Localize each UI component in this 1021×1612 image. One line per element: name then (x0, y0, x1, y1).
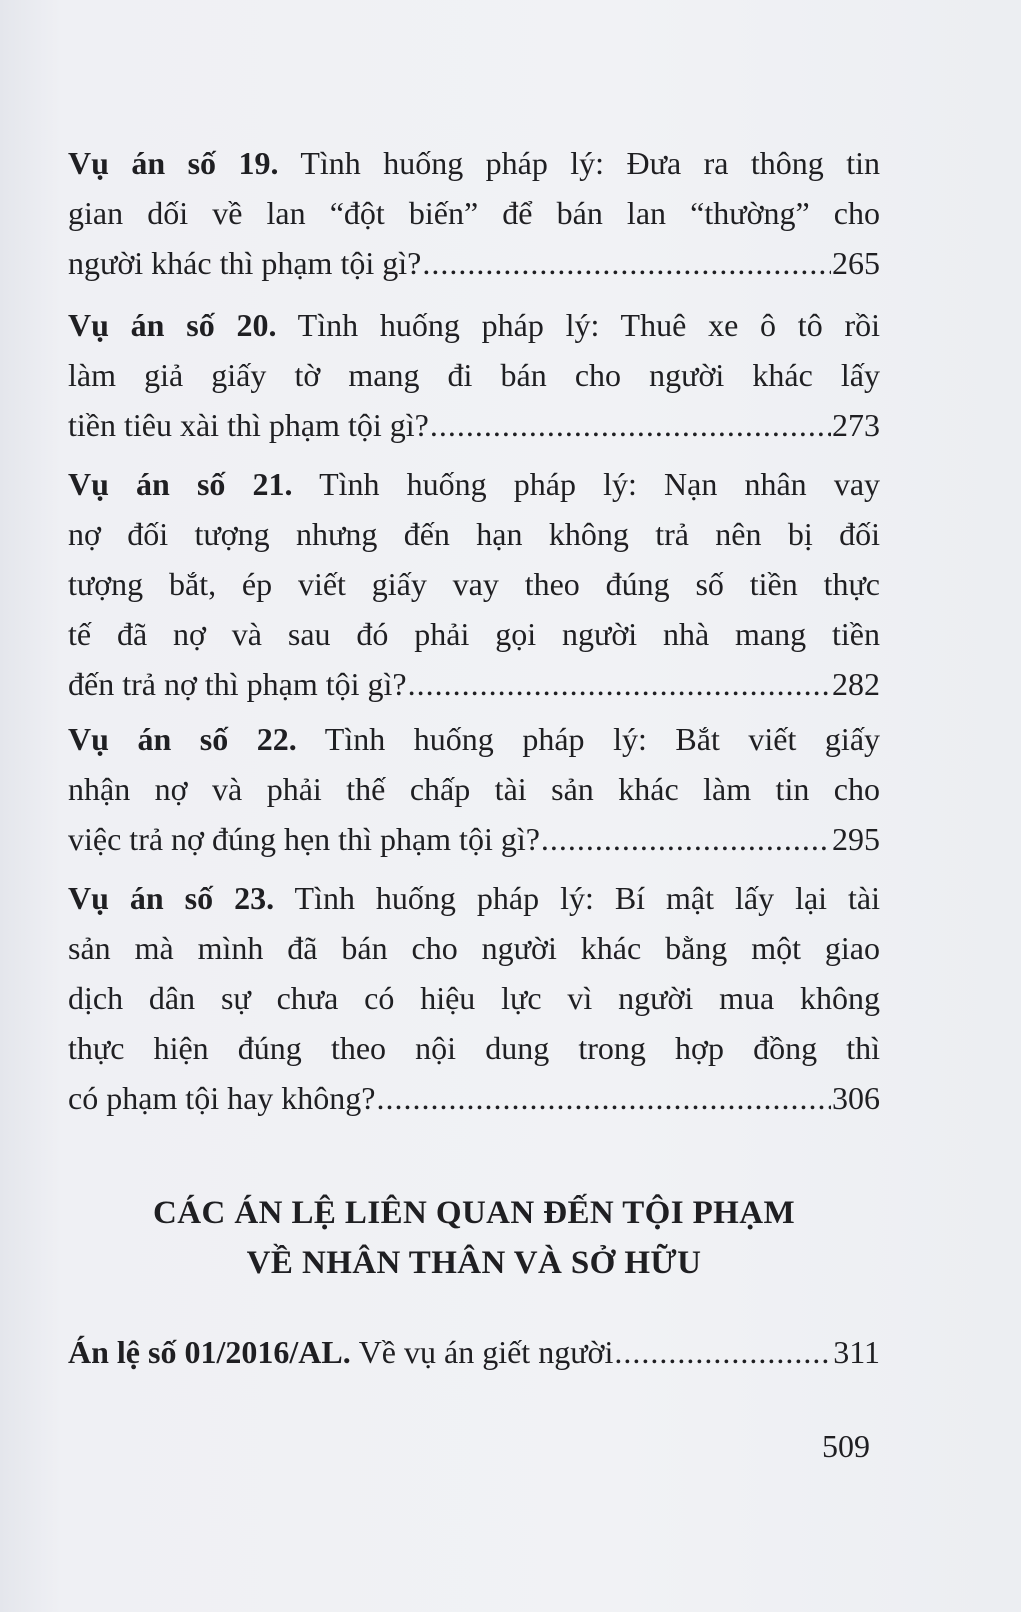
page-ref: 273 (832, 407, 880, 443)
page-ref: 282 (832, 666, 880, 702)
entry-line: dịch dân sự chưa có hiệu lực vì người mua không (68, 980, 880, 1016)
entry-last-line: Án lệ số 01/2016/AL. Về vụ án giết người ..... 311 (68, 1327, 880, 1377)
case-label: Vụ án số 22. (68, 721, 297, 757)
case-label: Vụ án số 21. (68, 466, 293, 502)
entry-first-line: Vụ án số 22. Tình huống pháp lý: Bắt viết giấy (68, 721, 881, 757)
section-heading-line-1: CÁC ÁN LỆ LIÊN QUAN ĐẾN TỘI PHẠM (153, 1195, 795, 1231)
entry-line: sản mà mình đã bán cho người khác bằng một giao (68, 930, 880, 966)
page-ref: 265 (832, 245, 880, 281)
entry-first-line: Vụ án số 19. Tình huống pháp lý: Đưa ra thông tin (68, 145, 880, 181)
entry-line: nợ đối tượng nhưng đến hạn không trả nên bị đối (68, 516, 880, 552)
entry-last-line: có phạm tội hay không? ..... 306 (68, 1073, 880, 1123)
entry-line: thực hiện đúng theo nội dung trong hợp đồng thì (68, 1030, 880, 1066)
precedent-label: Án lệ số 01/2016/AL. (68, 1334, 351, 1370)
entry-line: gian dối về lan “đột biến” để bán lan “thường” cho (68, 195, 880, 231)
page-number: 509 (822, 1428, 870, 1464)
dot-leader (422, 238, 831, 288)
dot-leader (541, 814, 831, 864)
toc-entry-case-19 (68, 138, 880, 288)
section-heading (68, 1188, 880, 1288)
entry-line: tượng bắt, ép viết giấy vay theo đúng số tiền thực (68, 566, 880, 602)
case-label: Vụ án số 20. (68, 307, 277, 343)
page-ref: 306 (832, 1080, 880, 1116)
entry-first-line: Vụ án số 20. Tình huống pháp lý: Thuê xe ô tô rồi (68, 307, 880, 343)
entry-first-line: Vụ án số 21. Tình huống pháp lý: Nạn nhân vay (68, 466, 881, 502)
entry-line: tế đã nợ và sau đó phải gọi người nhà mang tiền (68, 616, 880, 652)
toc-entry-case-20 (68, 300, 880, 450)
dot-leader (376, 1073, 831, 1123)
page-ref: 295 (832, 821, 880, 857)
dot-leader (430, 400, 831, 450)
toc-entry-precedent-01 (68, 1327, 880, 1377)
entry-last-line: người khác thì phạm tội gì? ..... 265 (68, 238, 880, 288)
dot-leader (408, 659, 831, 709)
section-heading-line-2: VỀ NHÂN THÂN VÀ SỞ HỮU (246, 1245, 702, 1281)
entry-last-line: việc trả nợ đúng hẹn thì phạm tội gì? ..... 295 (68, 814, 880, 864)
case-label: Vụ án số 19. (68, 145, 279, 181)
toc-entry-case-23 (68, 873, 880, 1123)
entry-line: làm giả giấy tờ mang đi bán cho người khác lấy (68, 357, 880, 393)
toc-entry-case-22 (68, 714, 880, 864)
toc-entry-case-21 (68, 459, 880, 709)
entry-last-line: tiền tiêu xài thì phạm tội gì? ..... 273 (68, 400, 880, 450)
entry-line: nhận nợ và phải thế chấp tài sản khác làm tin cho (68, 771, 880, 807)
case-label: Vụ án số 23. (68, 880, 275, 916)
entry-first-line: Vụ án số 23. Tình huống pháp lý: Bí mật lấy lại tài (68, 880, 881, 916)
dot-leader (614, 1327, 832, 1377)
entry-last-line: đến trả nợ thì phạm tội gì? ..... 282 (68, 659, 880, 709)
page-ref: 311 (833, 1334, 880, 1370)
